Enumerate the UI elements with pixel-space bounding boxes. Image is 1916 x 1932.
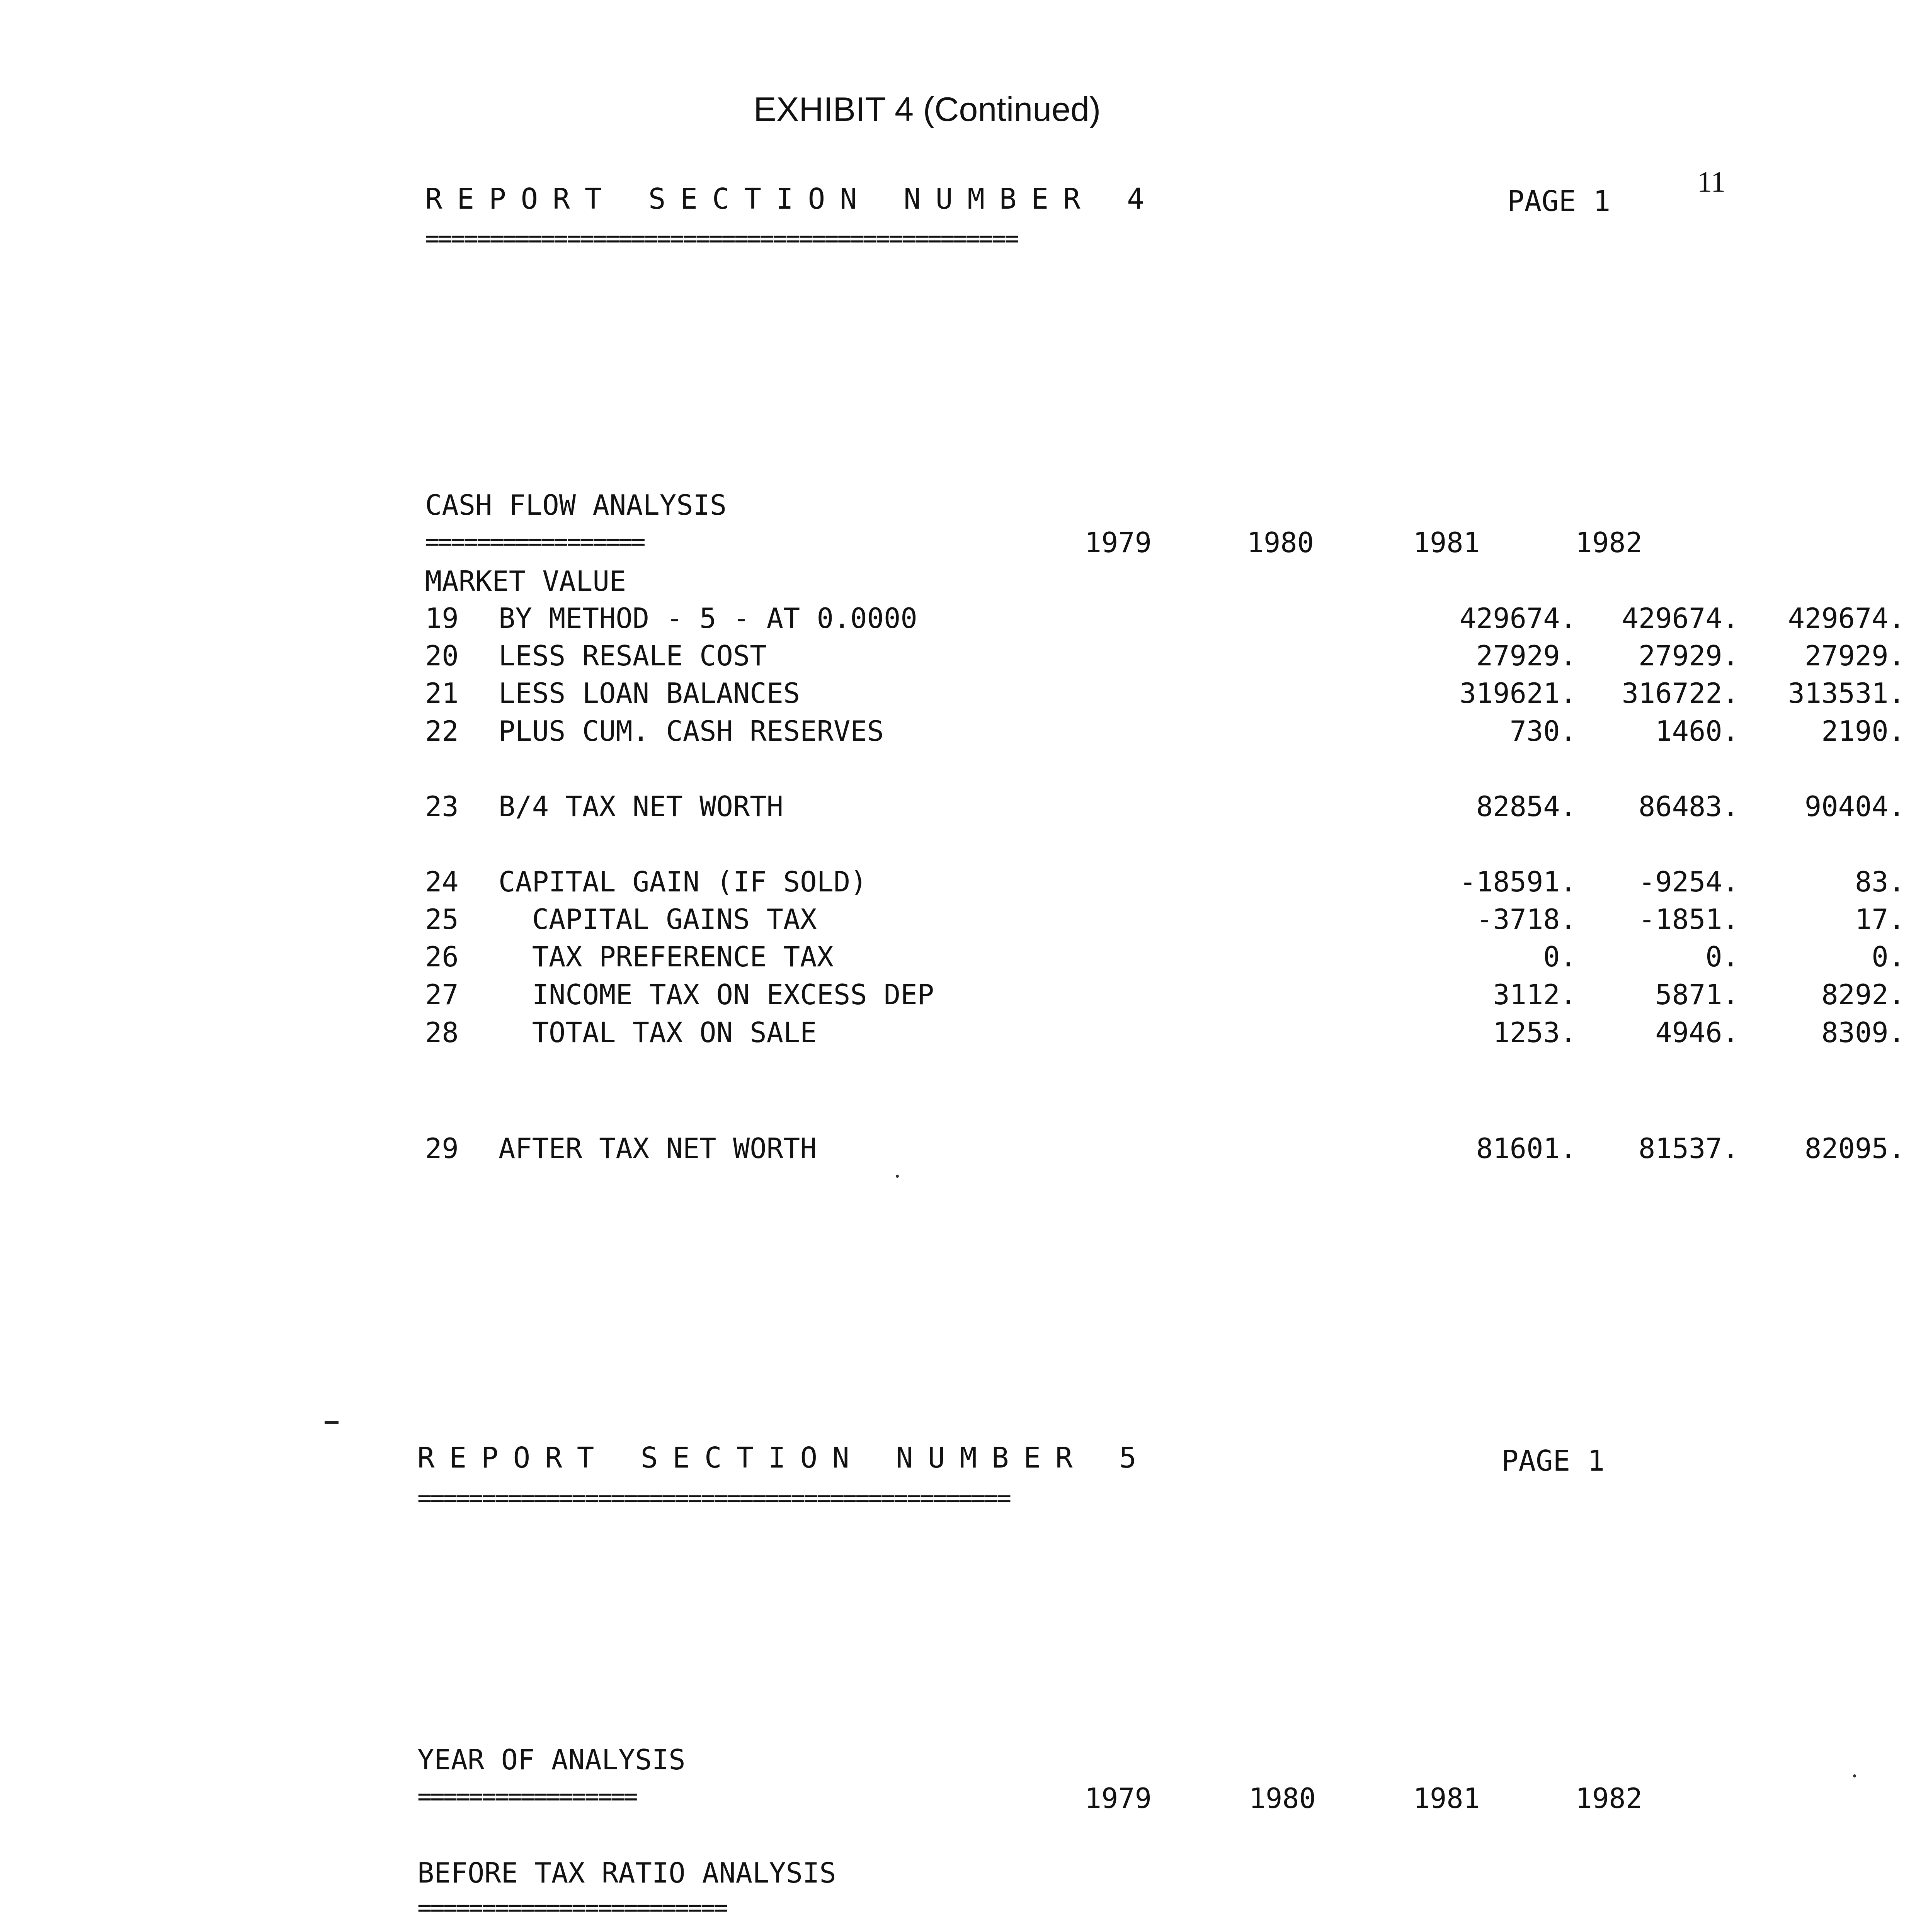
line-number: 19 [425,602,459,634]
line-number: 29 [425,1132,459,1165]
year-header: 1982 [1575,526,1642,559]
cell-value: 1460. [1655,715,1739,747]
cell-value: 730. [1509,715,1577,747]
cell-value: 27929. [1638,639,1739,672]
cell-value: 17. [1855,903,1905,935]
table-title-rule: ================= [425,527,644,556]
year-header: 1980 [1247,526,1314,559]
section-header: REPORT SECTION NUMBER 5 [417,1441,1151,1475]
cell-value: 316722. [1622,677,1739,709]
line-number: 20 [425,639,459,672]
cell-value: -1851. [1638,903,1739,935]
cell-value: 5871. [1655,978,1739,1011]
cell-value: 8292. [1821,978,1905,1011]
row-label: B/4 TAX NET WORTH [499,790,783,823]
line-number: 21 [425,677,459,709]
cell-value: 90404. [1804,790,1905,823]
table-title-rule: ================= [417,1782,636,1810]
cell-value: 319621. [1459,677,1577,709]
row-label: LESS LOAN BALANCES [499,677,800,709]
cell-value: -18591. [1459,866,1577,898]
table-title: CASH FLOW ANALYSIS [425,489,727,521]
cell-value: 82095. [1804,1132,1905,1165]
year-header: 1980 [1249,1782,1316,1815]
margin-mark [325,1421,339,1424]
cell-value: 83. [1855,866,1905,898]
line-number: 27 [425,978,459,1011]
year-header: 1979 [1084,526,1152,559]
exhibit-title: EXHIBIT 4 (Continued) [754,90,1101,128]
subheading-rule: ======================== [417,1893,727,1922]
table-subheading: MARKET VALUE [425,565,626,597]
row-label: LESS RESALE COST [499,639,767,672]
cell-value: 313531. [1788,677,1905,709]
line-number: 26 [425,940,459,973]
year-header: 1979 [1084,1782,1152,1815]
table-subheading: BEFORE TAX RATIO ANALYSIS [417,1857,836,1889]
section-header: REPORT SECTION NUMBER 4 [425,182,1159,216]
row-label: CAPITAL GAIN (IF SOLD) [499,866,867,898]
year-header: 1982 [1575,1782,1642,1815]
line-number: 24 [425,866,459,898]
cell-value: 429674. [1622,602,1739,634]
cell-value: 27929. [1476,639,1577,672]
row-label: INCOME TAX ON EXCESS DEP [499,978,934,1011]
row-label: AFTER TAX NET WORTH [499,1132,817,1165]
cell-value: 82854. [1476,790,1577,823]
cell-value: -9254. [1638,866,1739,898]
cell-value: -3718. [1476,903,1577,935]
line-number: 23 [425,790,459,823]
cell-value: 0. [1543,940,1577,973]
cell-value: 81601. [1476,1132,1577,1165]
row-label: PLUS CUM. CASH RESERVES [499,715,884,747]
cell-value: 0. [1705,940,1739,973]
table-title: YEAR OF ANALYSIS [417,1743,686,1776]
cell-value: 1253. [1493,1016,1577,1049]
year-header: 1981 [1413,526,1480,559]
row-label: BY METHOD - 5 - AT 0.0000 [499,602,917,634]
row-label: TOTAL TAX ON SALE [499,1016,817,1049]
cell-value: 27929. [1804,639,1905,672]
year-header: 1981 [1413,1782,1480,1815]
row-label: TAX PREFERENCE TAX [499,940,834,973]
cell-value: 429674. [1788,602,1905,634]
section-rule: ============================================== [425,224,1018,252]
cell-value: 81537. [1638,1132,1739,1165]
cell-value: 2190. [1821,715,1905,747]
cell-value: 0. [1872,940,1905,973]
section-page-label: PAGE 1 [1507,185,1611,218]
ratio-analysis-table [417,0,1916,1932]
line-number: 22 [425,715,459,747]
section-rule: ============================================== [417,1484,1010,1512]
row-label: CAPITAL GAINS TAX [499,903,817,935]
page-number: 11 [1697,166,1726,198]
section-page-label: PAGE 1 [1501,1444,1605,1478]
cell-value: 3112. [1493,978,1577,1011]
cell-value: 8309. [1821,1016,1905,1049]
line-number: 28 [425,1016,459,1049]
line-number: 25 [425,903,459,935]
cell-value: 4946. [1655,1016,1739,1049]
cell-value: 86483. [1638,790,1739,823]
cell-value: 429674. [1459,602,1577,634]
